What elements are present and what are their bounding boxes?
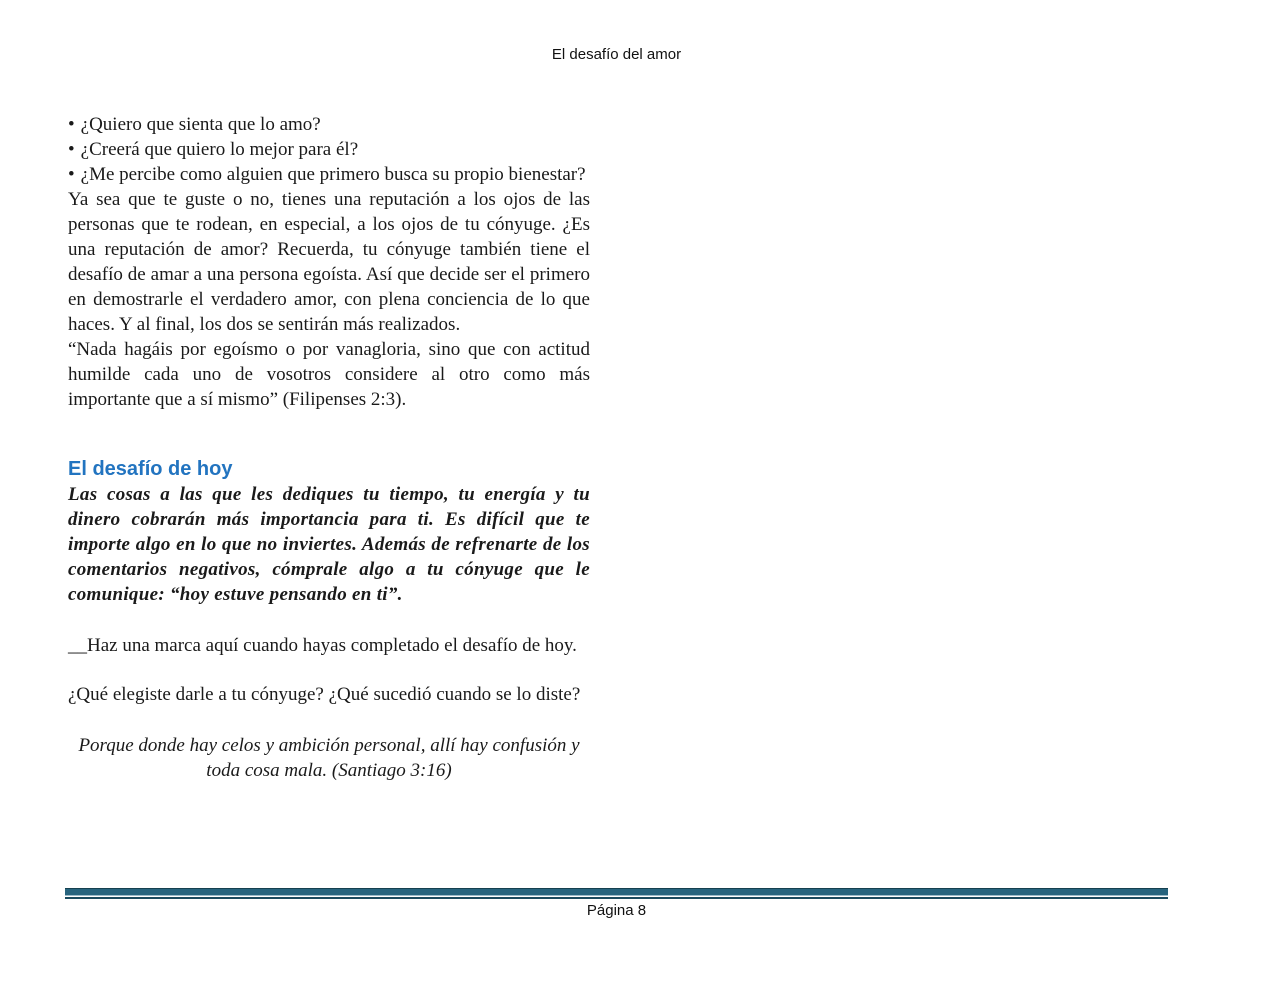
page-number-label: Página 8 (586, 902, 647, 919)
page-header-title: El desafío del amor (551, 46, 682, 63)
todays-challenge-text: Las cosas a las que les dediques tu tiempo, tu energía y tu dinero cobrarán más importancia para ti. Es difícil que te importe algo en lo que no inviertes. Además de refrenarte de los comentarios negativos, cómprale algo a tu cónyuge que le comunique: “hoy estuve pensando en ti”. (68, 484, 590, 605)
footer-divider-rule (65, 888, 1168, 899)
journal-question-line: ¿Qué elegiste darle a tu cónyuge? ¿Qué sucedió cuando se lo diste? (68, 684, 581, 705)
bullet-question-text: ¿Me percibe como alguien que primero busca su propio bienestar? (80, 164, 586, 185)
reflection-question-list (68, 112, 590, 187)
bullet-icon: • (68, 164, 75, 185)
bullet-icon: • (68, 139, 75, 160)
list-item (68, 162, 590, 187)
list-item (68, 137, 590, 162)
list-item (68, 112, 590, 137)
bullet-question-text: ¿Creerá que quiero lo mejor para él? (80, 139, 359, 160)
bullet-icon: • (68, 114, 75, 135)
page-body (68, 112, 590, 783)
scripture-verse-santiago: Porque donde hay celos y ambición personal, allí hay confusión y toda cosa mala. (Santiago 3:16) (78, 735, 580, 781)
bullet-question-text: ¿Quiero que sienta que lo amo? (80, 114, 321, 135)
header-divider-rule (65, 67, 1168, 78)
scripture-quote-filipenses: “Nada hagáis por egoísmo o por vanagloria, sino que con actitud humilde cada uno de vosotros considere al otro como más importante que a sí mismo” (Filipenses 2:3). (68, 339, 590, 410)
reputation-paragraph: Ya sea que te guste o no, tienes una reputación a los ojos de las personas que te rodean, en especial, a los ojos de tu cónyuge. ¿Es una reputación de amor? Recuerda, tu cónyuge también tiene el desafío de amar a una persona egoísta. Así que decide ser el primero en demostrarle el verdadero amor, con plena conciencia de lo que haces. Y al final, los dos se sentirán más realizados. (68, 189, 590, 335)
todays-challenge-heading: El desafío de hoy (68, 458, 233, 480)
completion-check-line: __Haz una marca aquí cuando hayas completado el desafío de hoy. (68, 635, 577, 656)
